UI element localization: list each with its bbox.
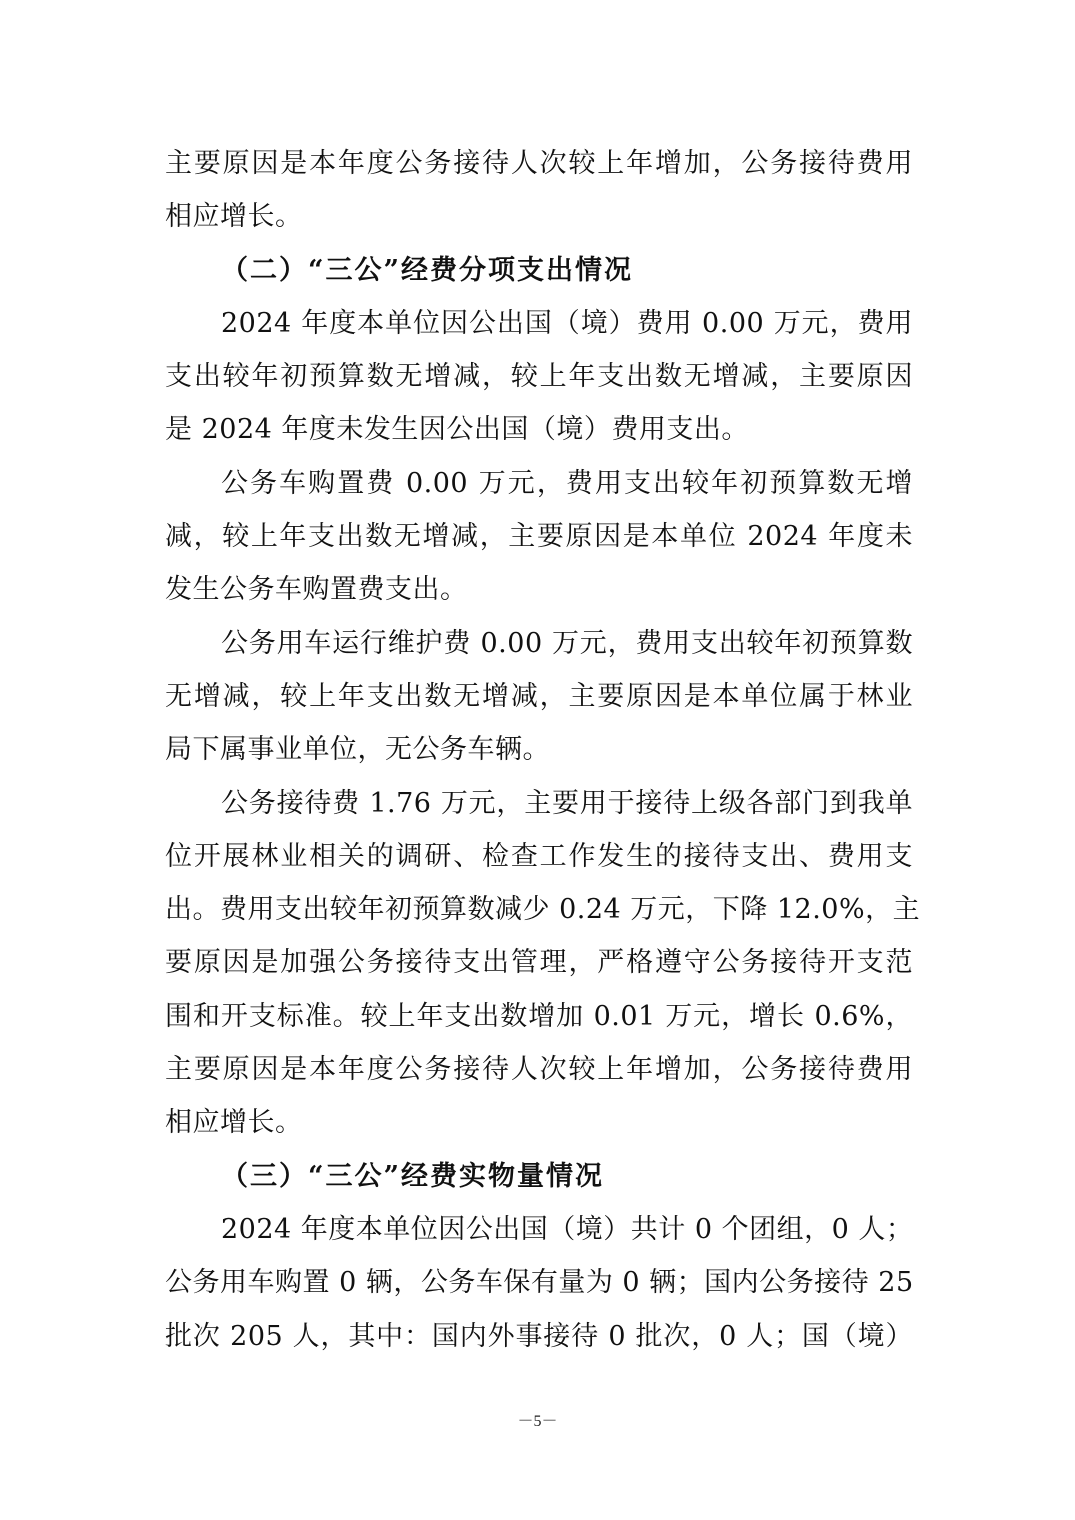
text-line: 支出较年初预算数无增减，较上年支出数无增减，主要原因: [165, 361, 913, 393]
paragraph-first-line: 2024 年度本单位因公出国（境）费用 0.00 万元，费用: [221, 307, 913, 339]
section-heading: （三）“三公”经费实物量情况: [221, 1160, 605, 1192]
text-line: 相应增长。: [165, 1107, 303, 1139]
page-number: －5－: [517, 1413, 558, 1430]
text-line: 主要原因是本年度公务接待人次较上年增加，公务接待费用: [165, 1054, 913, 1086]
document-body: [165, 137, 921, 1363]
paragraph-first-line: 公务接待费 1.76 万元，主要用于接待上级各部门到我单: [221, 787, 913, 819]
text-line: 主要原因是本年度公务接待人次较上年增加，公务接待费用: [165, 148, 913, 179]
text-line: 局下属事业单位，无公务车辆。: [165, 734, 550, 766]
paragraph-first-line: 公务用车运行维护费 0.00 万元，费用支出较年初预算数: [221, 627, 913, 659]
text-line: 出。费用支出较年初预算数减少 0.24 万元，下降 12.0%，主: [165, 894, 921, 926]
paragraph-first-line: 2024 年度本单位因公出国（境）共计 0 个团组，0 人；: [221, 1213, 914, 1245]
text-line: 发生公务车购置费支出。: [165, 574, 468, 606]
text-line: 相应增长。: [165, 201, 303, 233]
text-line: 要原因是加强公务接待支出管理，严格遵守公务接待开支范: [165, 947, 913, 979]
text-line: 位开展林业相关的调研、检查工作发生的接待支出、费用支: [165, 840, 913, 872]
section-heading: （二）“三公”经费分项支出情况: [221, 254, 634, 286]
paragraph-first-line: 公务车购置费 0.00 万元，费用支出较年初预算数无增: [221, 467, 913, 499]
text-line: 围和开支标准。较上年支出数增加 0.01 万元，增长 0.6%，: [165, 1000, 913, 1032]
text-line: 减，较上年支出数无增减，主要原因是本单位 2024 年度未: [165, 521, 913, 553]
text-line: 公务用车购置 0 辆，公务车保有量为 0 辆；国内公务接待 25: [165, 1267, 914, 1299]
text-line: 无增减，较上年支出数无增减，主要原因是本单位属于林业: [165, 680, 913, 712]
text-line: 批次 205 人，其中：国内外事接待 0 批次，0 人；国（境）: [165, 1320, 913, 1352]
text-line: 是 2024 年度未发生因公出国（境）费用支出。: [165, 414, 749, 446]
